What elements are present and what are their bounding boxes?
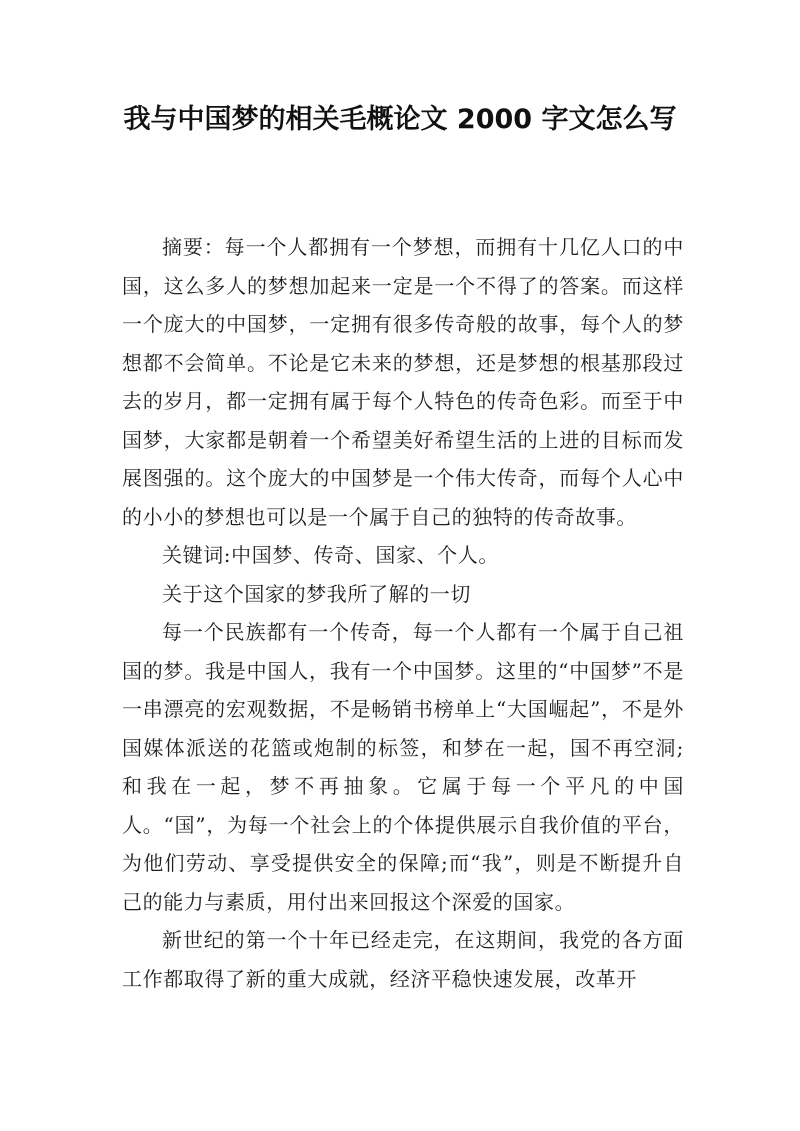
document-body — [122, 228, 684, 998]
keywords-paragraph: 关键词:中国梦、传奇、国家、个人。 — [162, 543, 499, 567]
body-paragraph: 新世纪的第一个十年已经走完，在这期间，我党的各方面工作都取得了新的重大成就，经济平稳快速发展，改革开 — [122, 928, 684, 991]
section-heading: 关于这个国家的梦我所了解的一切 — [162, 581, 471, 606]
body-paragraph: 每一个民族都有一个传奇，每一个人都有一个属于自己祖国的梦。我是中国人，我有一个中国梦。这里的“中国梦”不是一串漂亮的宏观数据，不是畅销书榜单上“大国崛起”，不是外国媒体派送的花篮或炮制的标签，和梦在一起，国不再空洞;和我在一起，梦不再抽象。它属于每一个平凡的中国人。“国”，为每一个社会上的个体提供展示自我价值的平台，为他们劳动、享受提供安全的保障;而“我”，则是不断提升自己的能力与素质，用付出来回报这个深爱的国家。 — [122, 620, 684, 914]
abstract-paragraph: 摘要：每一个人都拥有一个梦想，而拥有十几亿人口的中国，这么多人的梦想加起来一定是一个不得了的答案。而这样一个庞大的中国梦，一定拥有很多传奇般的故事，每个人的梦想都不会简单。不论是它未来的梦想，还是梦想的根基那段过去的岁月，都一定拥有属于每个人特色的传奇色彩。而至于中国梦，大家都是朝着一个希望美好希望生活的上进的目标而发展图强的。这个庞大的中国梦是一个伟大传奇，而每个人心中的小小的梦想也可以是一个属于自己的独特的传奇故事。 — [122, 235, 684, 529]
document-title: 我与中国梦的相关毛概论文 2000 字文怎么写 — [123, 104, 677, 135]
